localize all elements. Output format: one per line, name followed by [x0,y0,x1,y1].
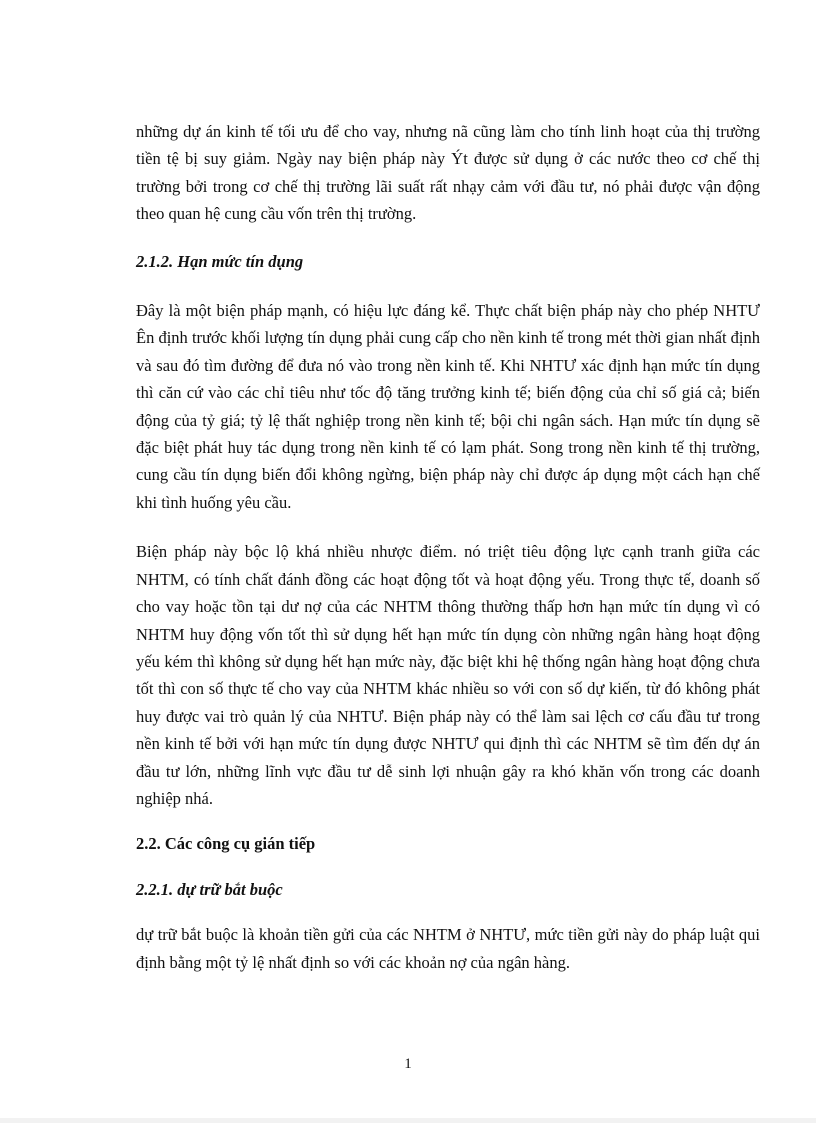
section-2-2-heading: 2.2. Các công cụ gián tiếp [136,834,316,854]
section-2-2-1-paragraph: dự trữ bắt buộc là khoản tiền gửi của các NHTM ở NHTƯ, mức tiền gửi này do pháp luật qui định bằng một tỷ lệ nhất định so với các khoản nợ của ngân hàng. [136,925,760,972]
intro-paragraph: những dự án kinh tế tối ưu để cho vay, nhưng nã cũng làm cho tính linh hoạt của thị trường tiền tệ bị suy giảm. Ngày nay biện pháp này Ýt được sử dụng ở các nước theo cơ chế thị trường bởi trong cơ chế thị trường lãi suất rất nhạy cảm với đầu tư, nó phải được vận động theo quan hệ cung cầu vốn trên thị trường. [136,122,760,224]
page-number: 1 [404,1056,412,1072]
section-2-1-2-paragraph-1: Đây là một biện pháp mạnh, có hiệu lực đáng kể. Thực chất biện pháp này cho phép NHTƯ Ên định trước khối lượng tín dụng phải cung cấp cho nền kinh tế trong mét thời gian nhất định và sau đó tìm đường để đưa nó vào trong nền kinh tế. Khi NHTƯ xác định hạn mức tín dụng thì căn cứ vào các chỉ tiêu như tốc độ tăng trưởng kinh tế; biến động của chỉ số giá cả; biến động của tỷ giá; tỷ lệ thất nghiệp trong nền kinh tế; bội chi ngân sách. Hạn mức tín dụng sẽ đặc biệt phát huy tác dụng trong nền kinh tế có lạm phát. Song trong nền kinh tế thị trường, cung cầu tín dụng biến đổi không ngừng, biện pháp này chỉ được áp dụng một cách hạn chế khi tình huống yêu cầu. [136,301,760,512]
section-2-1-2-paragraph-2: Biện pháp này bộc lộ khá nhiều nhược điểm. nó triệt tiêu động lực cạnh tranh giữa các NHTM, có tính chất đánh đồng các hoạt động tốt và hoạt động yếu. Trong thực tế, doanh số cho vay hoặc tồn tại dư nợ của các NHTM thông thường thấp hơn hạn mức tín dụng vì có NHTM huy động vốn tốt thì sử dụng hết hạn mức tín dụng còn những ngân hàng hoạt động yếu kém thì không sử dụng hết hạn mức này, đặc biệt khi hệ thống ngân hàng hoạt động chưa tốt thì con số thực tế cho vay của NHTM khác nhiều so với con số dự kiến, từ đó không phát huy được vai trò quản lý của NHTƯ. Biện pháp này có thể làm sai lệch cơ cấu đầu tư trong nền kinh tế bởi với hạn mức tín dụng được NHTƯ qui định thì các NHTM sẽ tìm đến dự án đầu tư lớn, những lĩnh vực đầu tư dễ sinh lợi nhuận gây ra khó khăn vốn trong các doanh nghiệp nhá. [136,542,760,808]
page-body [136,118,760,976]
section-2-2-1-heading: 2.2.1. dự trữ bắt buộc [136,879,283,899]
section-2-1-2-heading: 2.1.2. Hạn mức tín dụng [136,251,304,271]
page-bottom-edge [0,1118,816,1123]
